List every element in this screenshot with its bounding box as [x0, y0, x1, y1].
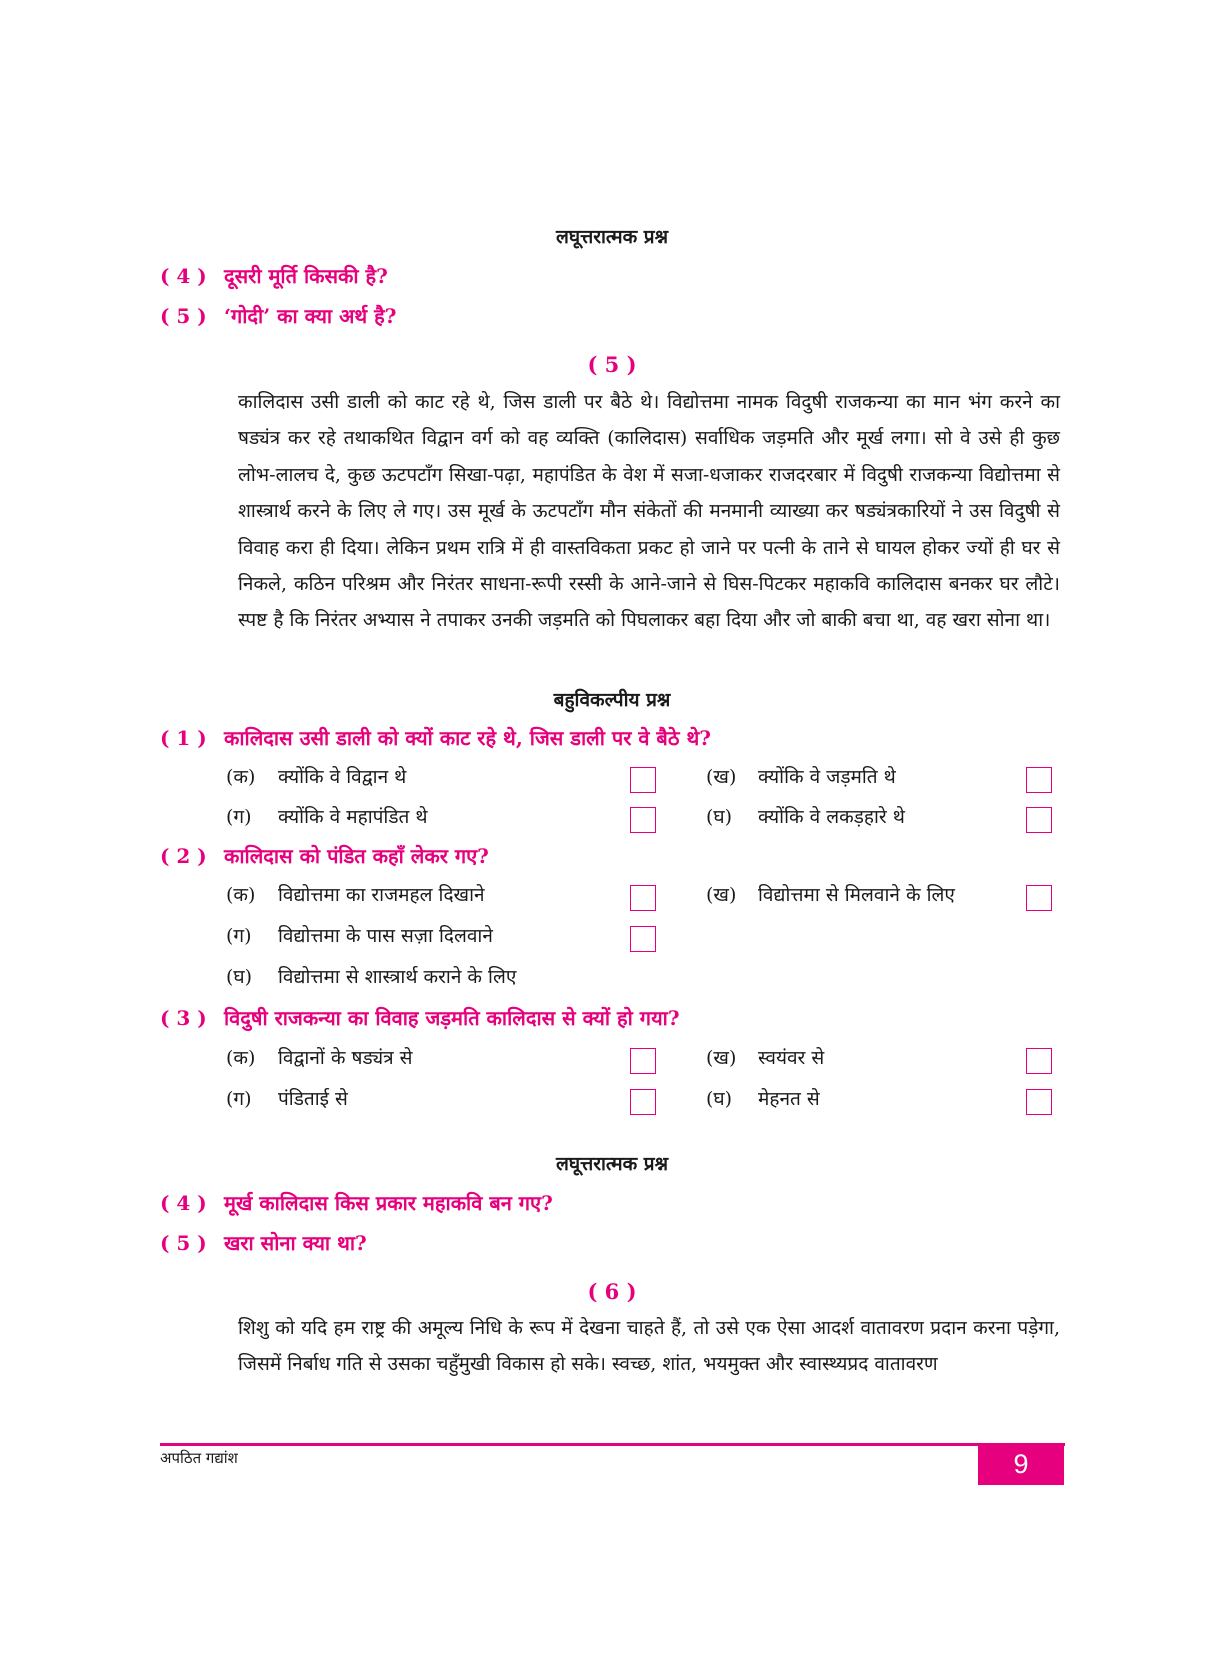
- question-text: कालिदास को पंडित कहाँ लेकर गए?: [224, 844, 489, 868]
- question-text: दूसरी मूर्ति किसकी है?: [224, 264, 388, 288]
- option-label: (क): [226, 1047, 256, 1069]
- question-number: ( 5 ): [160, 1231, 207, 1255]
- question-number: ( 3 ): [160, 1006, 207, 1030]
- passage-paragraph: शिशु को यदि हम राष्ट्र की अमूल्य निधि के रूप में देखना चाहते हैं, तो उसे एक ऐसा आदर्श वातावरण प्रदान करना पड़ेगा, जिसमें निर्बाध गति से उसका चहुँमुखी विकास हो सके। स्वच्छ, शांत, भयमुक्त और स्वास्थ्यप्रद वातावरण: [238, 1317, 1060, 1376]
- answer-checkbox[interactable]: [630, 767, 656, 793]
- option-ga: [226, 1085, 348, 1111]
- section-heading-mcq: बहुविकल्पीय प्रश्न: [553, 689, 671, 711]
- passage-paragraph: कालिदास उसी डाली को काट रहे थे, जिस डाली पर बैठे थे। विद्योत्तमा नामक विदुषी राजकन्या का मान भंग करने का षड्यंत्र कर रहे तथाकथित विद्वान वर्ग को वह व्यक्ति (कालिदास) सर्वाधिक जड़मति और मूर्ख लगा। सो वे उसे ही कुछ लोभ-लालच दे, कुछ ऊटपटाँग सिखा-पढ़ा, महापंडित के वेश में सजा-धजाकर राजदरबार में विदुषी राजकन्या विद्योत्तमा से शास्त्रार्थ करने के लिए ले गए। उस मूर्ख के ऊटपटाँग मौन संकेतों की मनमानी व्याख्या कर षड्यंत्रकारियों ने उस विदुषी से विवाह करा ही दिया। लेकिन प्रथम रात्रि में ही वास्तविकता प्रकट हो जाने पर पत्नी के ताने से घायल होकर ज्यों ही घर से निकले, कठिन परिश्रम और निरंतर साधना-रूपी रस्सी के आने-जाने से घिस-पिटकर महाकवि कालिदास बनकर घर लौटे। स्पष्ट है कि निरंतर अभ्यास ने तपाकर उनकी जड़मति को पिघलाकर बहा दिया और जो बाकी बचा था, वह खरा सोना था।: [238, 391, 1060, 632]
- question-number: ( 1 ): [160, 726, 207, 750]
- question-text: कालिदास उसी डाली को क्यों काट रहे थे, जिस डाली पर वे बैठे थे?: [224, 726, 711, 750]
- answer-checkbox[interactable]: [1026, 885, 1052, 911]
- option-kha: [706, 881, 955, 907]
- option-label: (घ): [706, 1088, 733, 1110]
- option-kha: [706, 763, 896, 789]
- option-text: विद्योत्तमा से शास्त्रार्थ कराने के लिए: [278, 966, 517, 988]
- option-label: (क): [226, 766, 256, 788]
- option-text: विद्वानों के षड्यंत्र से: [278, 1047, 413, 1069]
- answer-checkbox[interactable]: [1026, 767, 1052, 793]
- option-ga: [226, 803, 428, 829]
- option-gha: [706, 803, 905, 829]
- question-text: विदुषी राजकन्या का विवाह जड़मति कालिदास से क्यों हो गया?: [224, 1006, 680, 1030]
- mcq-question-2: [160, 842, 489, 869]
- question-number: ( 5 ): [160, 304, 207, 328]
- option-text: क्योंकि वे जड़मति थे: [758, 766, 896, 788]
- option-label: (ख): [706, 884, 737, 906]
- option-text: विद्योत्तमा का राजमहल दिखाने: [278, 884, 485, 906]
- option-label: (क): [226, 884, 256, 906]
- answer-checkbox[interactable]: [630, 807, 656, 833]
- answer-checkbox[interactable]: [1026, 1089, 1052, 1115]
- section-heading-short-answer-2: लघूत्तरात्मक प्रश्न: [555, 1153, 669, 1175]
- option-text: मेहनत से: [758, 1088, 820, 1110]
- answer-checkbox[interactable]: [630, 1089, 656, 1115]
- passage-5-text: [160, 384, 1060, 639]
- option-gha: [226, 963, 516, 989]
- mcq-question-1: [160, 724, 711, 751]
- option-label: (घ): [226, 966, 253, 988]
- question-4: [160, 1189, 553, 1216]
- question-text: ‘गोदी’ का क्या अर्थ है?: [224, 304, 397, 328]
- question-text: मूर्ख कालिदास किस प्रकार महाकवि बन गए?: [224, 1191, 553, 1215]
- page-number: 9: [978, 1443, 1064, 1485]
- question-4: [160, 262, 388, 289]
- option-ka: [226, 881, 485, 907]
- footer-rule: [160, 1443, 1065, 1446]
- answer-checkbox[interactable]: [1026, 1048, 1052, 1074]
- option-text: विद्योत्तमा से मिलवाने के लिए: [758, 884, 955, 906]
- option-ga: [226, 922, 493, 948]
- option-text: क्योंकि वे लकड़हारे थे: [758, 806, 905, 828]
- question-number: ( 2 ): [160, 844, 207, 868]
- option-gha: [706, 1085, 820, 1111]
- mcq-question-3: [160, 1004, 680, 1031]
- footer-title: अपठित गद्यांश: [160, 1449, 238, 1467]
- option-label: (घ): [706, 806, 733, 828]
- option-text: विद्योत्तमा के पास सज़ा दिलवाने: [278, 925, 493, 947]
- question-number: ( 4 ): [160, 264, 207, 288]
- passage-6-text: [160, 1310, 1060, 1383]
- answer-checkbox[interactable]: [630, 885, 656, 911]
- passage-number-6: ( 6 ): [587, 1279, 637, 1304]
- option-text: क्योंकि वे विद्वान थे: [278, 766, 407, 788]
- option-label: (ग): [226, 925, 252, 947]
- passage-number-5: ( 5 ): [587, 352, 637, 377]
- section-heading-short-answer: लघूत्तरात्मक प्रश्न: [555, 226, 669, 248]
- option-label: (ख): [706, 766, 737, 788]
- answer-checkbox[interactable]: [1026, 807, 1052, 833]
- question-5: [160, 302, 396, 329]
- question-text: खरा सोना क्या था?: [224, 1231, 367, 1255]
- question-5: [160, 1229, 367, 1256]
- option-label: (ग): [226, 1088, 252, 1110]
- option-text: स्वयंवर से: [758, 1047, 825, 1069]
- option-text: क्योंकि वे महापंडित थे: [278, 806, 428, 828]
- option-label: (ख): [706, 1047, 737, 1069]
- option-kha: [706, 1044, 824, 1070]
- option-ka: [226, 1044, 412, 1070]
- answer-checkbox[interactable]: [630, 926, 656, 952]
- option-ka: [226, 763, 406, 789]
- answer-checkbox[interactable]: [630, 1048, 656, 1074]
- question-number: ( 4 ): [160, 1191, 207, 1215]
- option-text: पंडिताई से: [278, 1088, 348, 1110]
- option-label: (ग): [226, 806, 252, 828]
